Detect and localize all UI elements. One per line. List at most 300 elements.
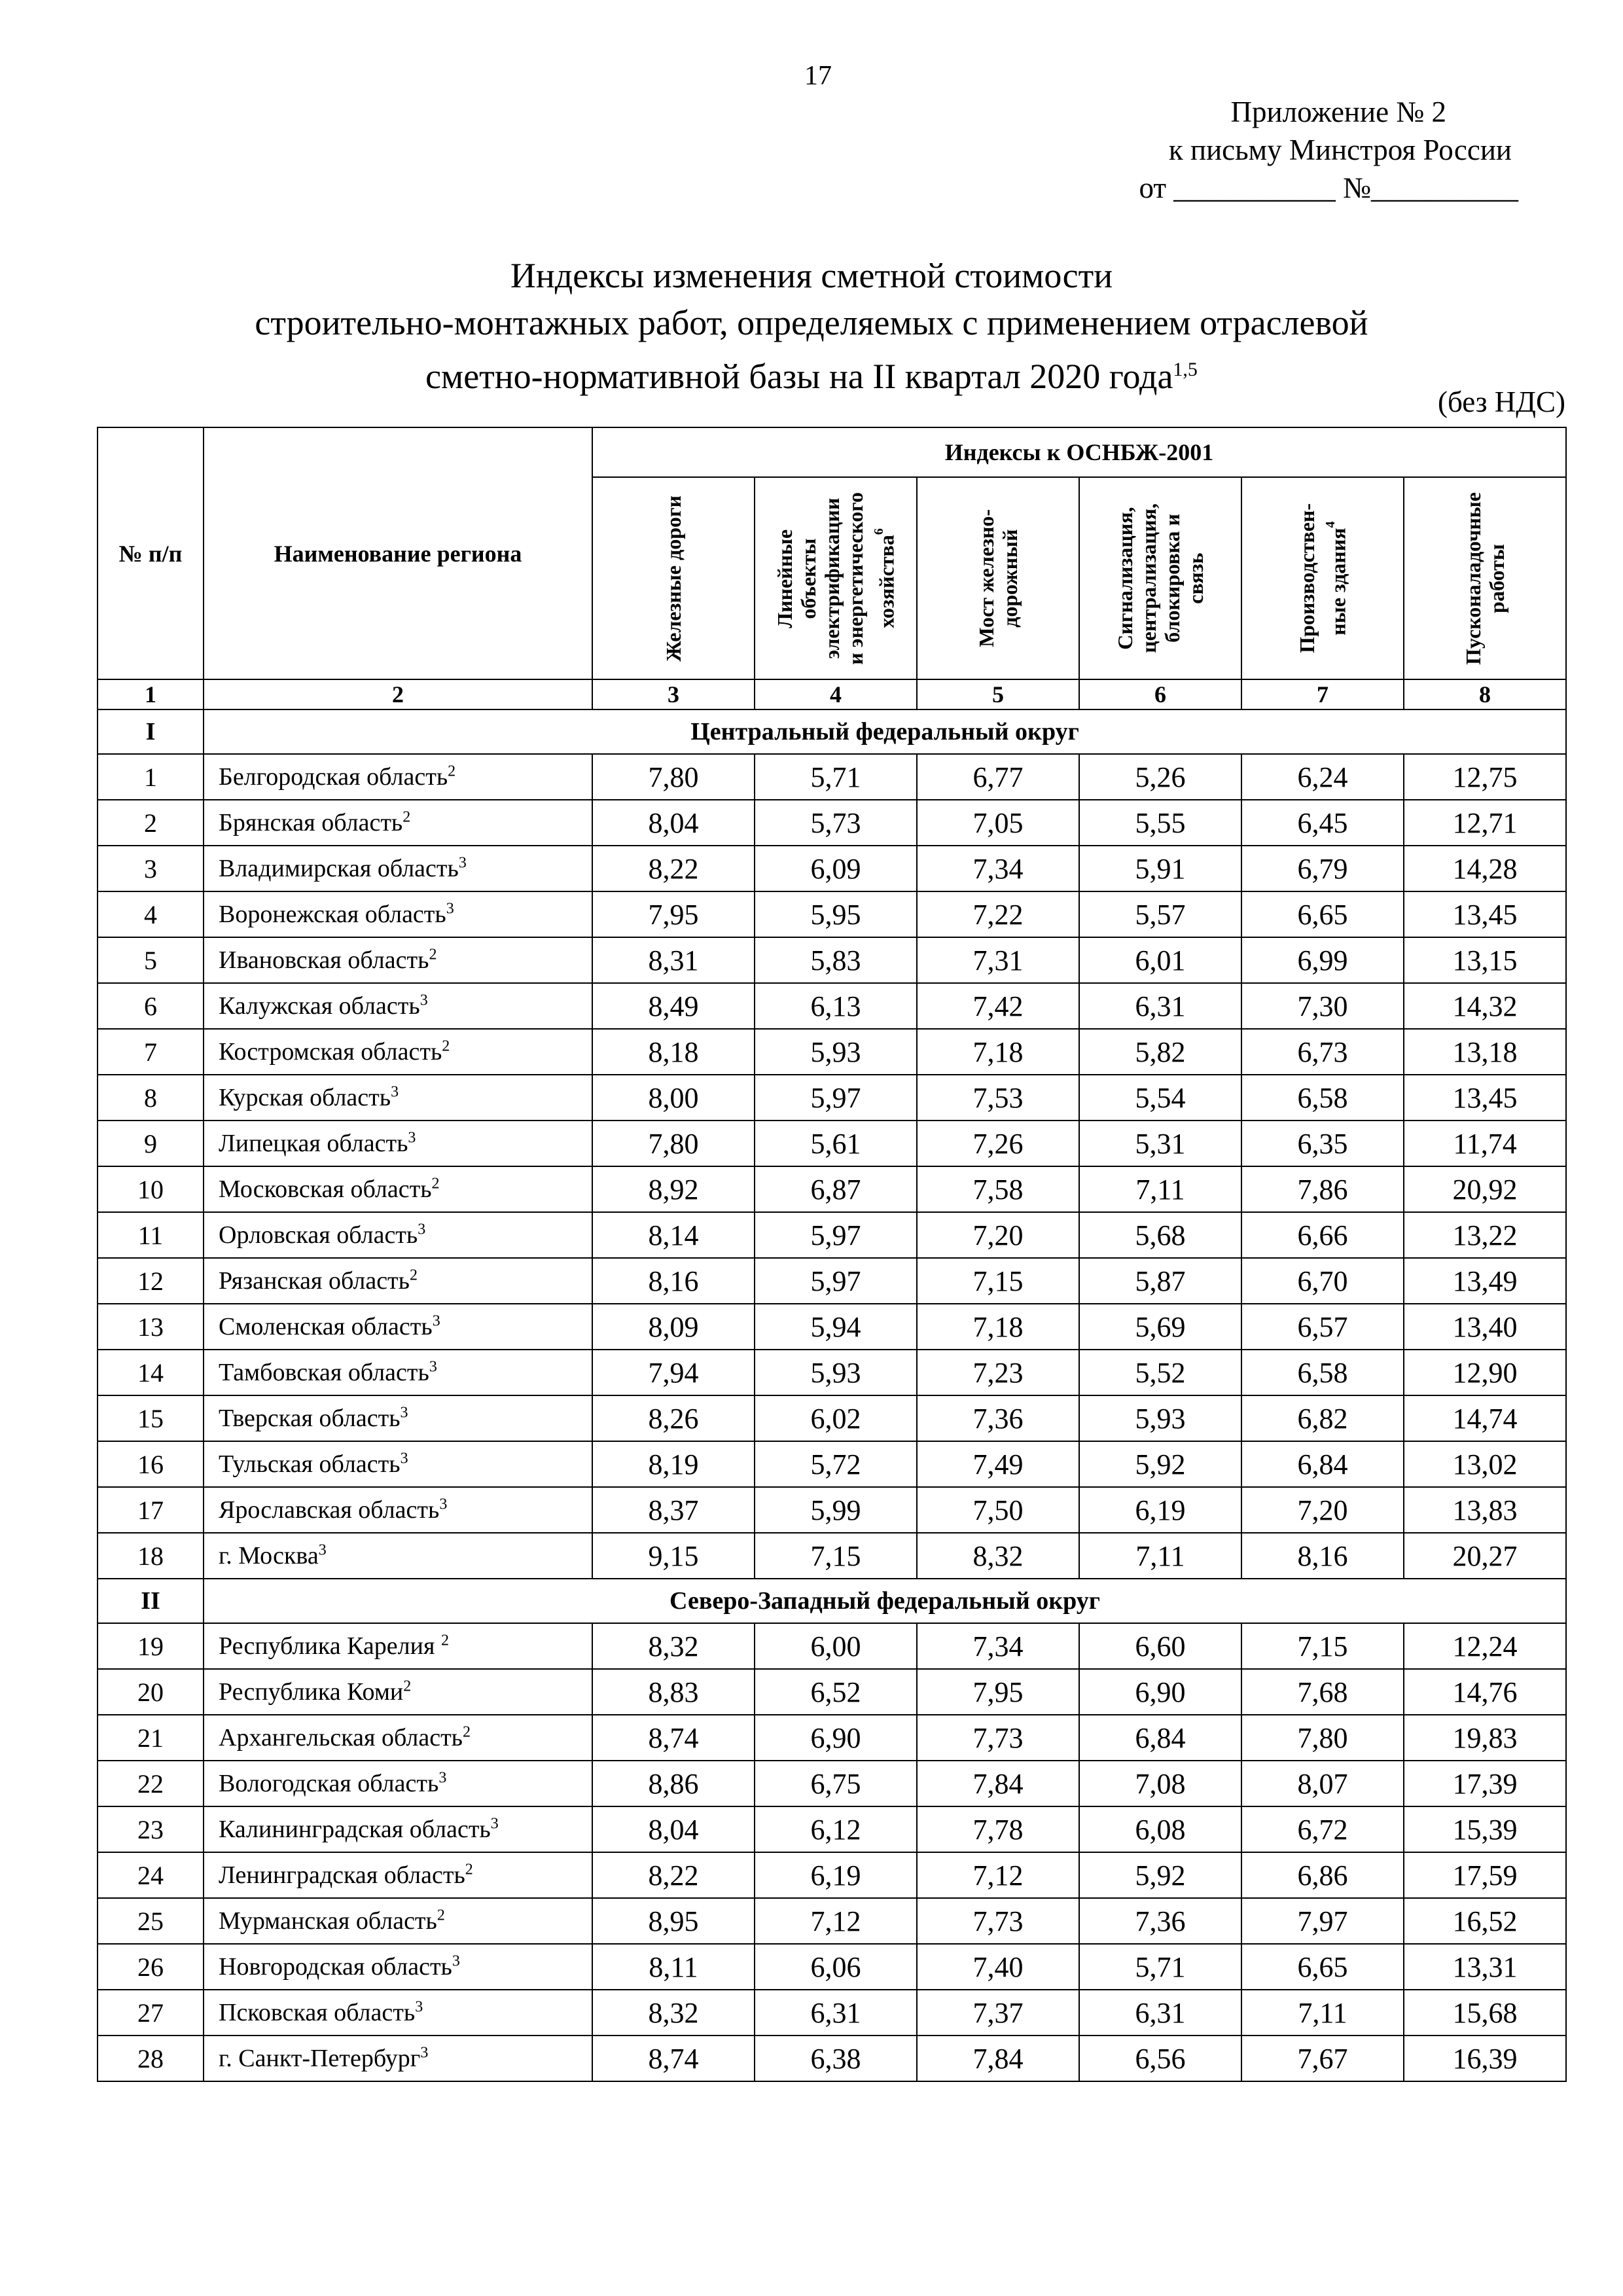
column-header-label (773, 492, 899, 665)
index-value: 6,01 (1079, 937, 1241, 983)
region-name-text: Курская область (219, 1084, 391, 1111)
index-value: 7,37 (917, 1990, 1079, 2036)
index-value: 7,49 (917, 1441, 1079, 1487)
district-name: Северо-Западный федеральный округ (204, 1579, 1566, 1623)
index-value: 5,68 (1079, 1212, 1241, 1258)
column-header-8 (1404, 477, 1566, 679)
region-name (204, 800, 592, 846)
table-row (98, 1395, 1566, 1441)
index-value: 6,56 (1079, 2036, 1241, 2081)
index-value: 7,05 (917, 800, 1079, 846)
index-value: 7,34 (917, 846, 1079, 891)
index-value: 7,80 (592, 754, 755, 800)
index-value: 16,39 (1404, 2036, 1566, 2081)
index-value: 7,86 (1241, 1166, 1404, 1212)
index-value: 6,70 (1241, 1258, 1404, 1304)
region-name (204, 1533, 592, 1579)
index-value: 12,24 (1404, 1623, 1566, 1669)
table-row (98, 754, 1566, 800)
index-value: 8,16 (1241, 1533, 1404, 1579)
index-value: 5,92 (1079, 1441, 1241, 1487)
index-value: 8,00 (592, 1075, 755, 1121)
index-value: 5,94 (755, 1304, 917, 1350)
region-name (204, 1990, 592, 2036)
column-header-label (1461, 492, 1508, 665)
index-value: 13,49 (1404, 1258, 1566, 1304)
index-value: 16,52 (1404, 1898, 1566, 1944)
index-value: 13,18 (1404, 1029, 1566, 1075)
region-name-text: Новгородская область (219, 1953, 452, 1981)
region-name (204, 1715, 592, 1761)
region-footnote: 3 (439, 1496, 448, 1513)
region-footnote: 3 (446, 900, 454, 918)
index-value: 5,93 (1079, 1395, 1241, 1441)
index-value: 5,83 (755, 937, 917, 983)
index-table (97, 427, 1567, 2082)
region-name (204, 1212, 592, 1258)
index-value: 15,68 (1404, 1990, 1566, 2036)
index-value: 5,82 (1079, 1029, 1241, 1075)
table-row (98, 937, 1566, 983)
index-value: 7,11 (1079, 1533, 1241, 1579)
index-value: 6,45 (1241, 800, 1404, 846)
region-name (204, 1029, 592, 1075)
region-footnote: 3 (420, 2044, 429, 2062)
table-row (98, 1806, 1566, 1852)
region-name-text: Ярославская область (219, 1496, 440, 1524)
column-header-6 (1079, 477, 1241, 679)
region-name-text: Ивановская область (219, 946, 429, 974)
index-value: 7,20 (917, 1212, 1079, 1258)
index-value: 7,15 (755, 1533, 917, 1579)
region-name (204, 1761, 592, 1806)
index-value: 14,74 (1404, 1395, 1566, 1441)
index-value: 7,78 (917, 1806, 1079, 1852)
region-name (204, 1806, 592, 1852)
index-value: 8,11 (592, 1944, 755, 1990)
region-name-text: Вологодская область (219, 1770, 439, 1797)
index-value: 5,26 (1079, 754, 1241, 800)
index-value: 13,02 (1404, 1441, 1566, 1487)
column-number: 1 (98, 679, 204, 709)
region-name-text: Воронежская область (219, 901, 446, 928)
index-value: 6,06 (755, 1944, 917, 1990)
column-number: 2 (204, 679, 592, 709)
region-footnote: 3 (408, 1129, 416, 1147)
table-row (98, 1715, 1566, 1761)
region-footnote: 2 (442, 1037, 450, 1055)
index-value: 20,92 (1404, 1166, 1566, 1212)
row-number: 4 (98, 891, 204, 937)
index-value: 6,31 (1079, 1990, 1241, 2036)
column-header-footnote: 6 (872, 528, 887, 535)
table-row (98, 1898, 1566, 1944)
row-number: 5 (98, 937, 204, 983)
row-number: 18 (98, 1533, 204, 1579)
index-value: 14,28 (1404, 846, 1566, 891)
index-value: 6,31 (755, 1990, 917, 2036)
index-value: 13,45 (1404, 891, 1566, 937)
column-header-label (1113, 503, 1207, 653)
row-number: 6 (98, 983, 204, 1029)
index-value: 20,27 (1404, 1533, 1566, 1579)
index-value: 5,87 (1079, 1258, 1241, 1304)
index-value: 6,87 (755, 1166, 917, 1212)
region-name (204, 1852, 592, 1898)
index-value: 8,16 (592, 1258, 755, 1304)
index-value: 6,13 (755, 983, 917, 1029)
index-value: 7,30 (1241, 983, 1404, 1029)
region-footnote: 3 (318, 1541, 327, 1559)
region-name-text: Тульская область (219, 1450, 401, 1478)
region-name (204, 1121, 592, 1166)
vat-note: (без НДС) (1437, 386, 1565, 418)
title-line-2: строительно-монтажных работ, определяемых с применением отраслевой (255, 303, 1368, 342)
table-row (98, 1075, 1566, 1121)
index-value: 8,83 (592, 1669, 755, 1715)
index-value: 5,99 (755, 1487, 917, 1533)
index-value: 6,75 (755, 1761, 917, 1806)
column-header-text: Производствен- ные здания (1295, 503, 1350, 653)
region-name (204, 983, 592, 1029)
index-value: 11,74 (1404, 1121, 1566, 1166)
column-header-text: Мост железно- дорожный (974, 509, 1022, 647)
region-name (204, 1304, 592, 1350)
index-value: 19,83 (1404, 1715, 1566, 1761)
table-row (98, 1761, 1566, 1806)
index-value: 6,57 (1241, 1304, 1404, 1350)
index-value: 7,36 (917, 1395, 1079, 1441)
index-value: 6,65 (1241, 1944, 1404, 1990)
index-value: 14,76 (1404, 1669, 1566, 1715)
index-value: 5,73 (755, 800, 917, 846)
row-number: 8 (98, 1075, 204, 1121)
index-value: 7,95 (592, 891, 755, 937)
table-row (98, 1166, 1566, 1212)
region-footnote: 3 (415, 1998, 423, 2016)
index-value: 6,73 (1241, 1029, 1404, 1075)
region-footnote: 3 (400, 1450, 408, 1467)
region-name (204, 1166, 592, 1212)
region-name-text: Тамбовская область (219, 1359, 429, 1386)
region-name (204, 891, 592, 937)
index-value: 7,73 (917, 1715, 1079, 1761)
index-value: 5,97 (755, 1075, 917, 1121)
index-value: 13,22 (1404, 1212, 1566, 1258)
row-number: 25 (98, 1898, 204, 1944)
table-row (98, 1121, 1566, 1166)
index-value: 7,20 (1241, 1487, 1404, 1533)
index-value: 6,09 (755, 846, 917, 891)
table-row (98, 1350, 1566, 1395)
row-number: 20 (98, 1669, 204, 1715)
region-name-text: Республика Карелия (219, 1632, 441, 1660)
title-line-3-text: сметно-нормативной базы на II квартал 2020 года (425, 357, 1173, 396)
index-value: 17,59 (1404, 1852, 1566, 1898)
region-footnote: 3 (391, 1083, 399, 1101)
index-value: 13,15 (1404, 937, 1566, 983)
index-value: 7,26 (917, 1121, 1079, 1166)
index-value: 6,86 (1241, 1852, 1404, 1898)
index-value: 7,11 (1079, 1166, 1241, 1212)
index-value: 7,34 (917, 1623, 1079, 1669)
region-footnote: 2 (431, 1175, 440, 1193)
table-row (98, 2036, 1566, 2081)
index-value: 6,90 (1079, 1669, 1241, 1715)
index-value: 6,84 (1079, 1715, 1241, 1761)
table-row (98, 1990, 1566, 2036)
index-value: 12,90 (1404, 1350, 1566, 1395)
index-value: 5,69 (1079, 1304, 1241, 1350)
row-number: 12 (98, 1258, 204, 1304)
row-number: 14 (98, 1350, 204, 1395)
index-value: 7,12 (755, 1898, 917, 1944)
index-value: 7,12 (917, 1852, 1079, 1898)
row-number: 22 (98, 1761, 204, 1806)
region-name (204, 937, 592, 983)
document-title (92, 252, 1531, 400)
region-footnote: 2 (403, 1677, 412, 1695)
index-value: 9,15 (592, 1533, 755, 1579)
row-number: 3 (98, 846, 204, 891)
table-row (98, 891, 1566, 937)
index-value: 7,18 (917, 1029, 1079, 1075)
row-number: 23 (98, 1806, 204, 1852)
index-value: 7,08 (1079, 1761, 1241, 1806)
index-value: 7,53 (917, 1075, 1079, 1121)
region-name (204, 1441, 592, 1487)
index-value: 5,71 (1079, 1944, 1241, 1990)
index-value: 6,72 (1241, 1806, 1404, 1852)
column-header-label (662, 495, 685, 662)
index-value: 12,75 (1404, 754, 1566, 800)
row-number: 28 (98, 2036, 204, 2081)
table-row (98, 1487, 1566, 1533)
region-name-text: г. Москва (219, 1542, 319, 1570)
index-value: 6,35 (1241, 1121, 1404, 1166)
index-value: 6,02 (755, 1395, 917, 1441)
row-number: 11 (98, 1212, 204, 1258)
title-footnote-ref: 1,5 (1173, 359, 1198, 380)
column-header-label (974, 509, 1022, 647)
region-footnote: 2 (440, 1632, 449, 1649)
row-number: 15 (98, 1395, 204, 1441)
index-value: 5,72 (755, 1441, 917, 1487)
index-value: 6,66 (1241, 1212, 1404, 1258)
index-value: 5,95 (755, 891, 917, 937)
index-value: 8,32 (592, 1623, 755, 1669)
index-value: 13,45 (1404, 1075, 1566, 1121)
index-value: 7,18 (917, 1304, 1079, 1350)
region-footnote: 3 (432, 1312, 440, 1330)
region-name-text: Смоленская область (219, 1313, 433, 1340)
index-value: 6,19 (755, 1852, 917, 1898)
column-number: 5 (917, 679, 1079, 709)
region-footnote: 2 (410, 1266, 418, 1284)
region-name (204, 2036, 592, 2081)
district-number: II (98, 1579, 204, 1623)
column-number: 4 (755, 679, 917, 709)
index-value: 6,82 (1241, 1395, 1404, 1441)
row-number: 26 (98, 1944, 204, 1990)
region-name (204, 1623, 592, 1669)
region-footnote: 3 (452, 1952, 460, 1970)
title-line-3 (92, 346, 1531, 400)
index-value: 8,22 (592, 1852, 755, 1898)
region-footnote: 3 (400, 1404, 408, 1422)
index-value: 7,84 (917, 1761, 1079, 1806)
index-value: 6,65 (1241, 891, 1404, 937)
column-header-text: Пусконаладочные работы (1461, 492, 1509, 665)
appendix-line-1: Приложение № 2 (1230, 96, 1446, 128)
column-number-row (98, 679, 1566, 709)
index-value: 7,80 (592, 1121, 755, 1166)
index-value: 13,83 (1404, 1487, 1566, 1533)
district-number: I (98, 709, 204, 754)
index-value: 7,84 (917, 2036, 1079, 2081)
table-row (98, 1669, 1566, 1715)
region-name (204, 1898, 592, 1944)
region-name (204, 1487, 592, 1533)
index-value: 6,19 (1079, 1487, 1241, 1533)
region-name-text: Костромская область (219, 1038, 442, 1066)
index-value: 8,04 (592, 800, 755, 846)
index-value: 8,18 (592, 1029, 755, 1075)
index-value: 8,09 (592, 1304, 755, 1350)
index-value: 8,74 (592, 1715, 755, 1761)
district-row (98, 1579, 1566, 1623)
table-row (98, 1441, 1566, 1487)
index-value: 8,14 (592, 1212, 755, 1258)
index-value: 13,40 (1404, 1304, 1566, 1350)
region-name-text: Республика Коми (219, 1678, 404, 1706)
region-name (204, 1944, 592, 1990)
column-number: 6 (1079, 679, 1241, 709)
region-footnote: 3 (438, 1769, 447, 1787)
table-row (98, 800, 1566, 846)
index-value: 7,11 (1241, 1990, 1404, 2036)
index-value: 6,90 (755, 1715, 917, 1761)
row-number: 21 (98, 1715, 204, 1761)
index-value: 5,55 (1079, 800, 1241, 846)
column-number: 3 (592, 679, 755, 709)
index-value: 6,52 (755, 1669, 917, 1715)
column-header-5 (917, 477, 1079, 679)
index-value: 6,77 (917, 754, 1079, 800)
index-value: 7,95 (917, 1669, 1079, 1715)
index-value: 8,37 (592, 1487, 755, 1533)
index-value: 8,32 (592, 1990, 755, 2036)
index-value: 15,39 (1404, 1806, 1566, 1852)
row-number: 9 (98, 1121, 204, 1166)
index-value: 5,92 (1079, 1852, 1241, 1898)
index-value: 6,60 (1079, 1623, 1241, 1669)
region-name-text: Псковская область (219, 1999, 416, 2026)
region-name (204, 754, 592, 800)
index-value: 6,08 (1079, 1806, 1241, 1852)
column-number: 8 (1404, 679, 1566, 709)
region-footnote: 3 (419, 992, 428, 1009)
region-footnote: 2 (402, 808, 411, 826)
index-value: 13,31 (1404, 1944, 1566, 1990)
index-value: 17,39 (1404, 1761, 1566, 1806)
index-value: 6,31 (1079, 983, 1241, 1029)
region-name-text: Липецкая область (219, 1130, 408, 1157)
index-value: 8,07 (1241, 1761, 1404, 1806)
region-footnote: 3 (418, 1221, 426, 1238)
region-name (204, 1075, 592, 1121)
region-footnote: 2 (429, 946, 437, 963)
region-footnote: 2 (463, 1723, 471, 1741)
row-number: 1 (98, 754, 204, 800)
column-header-text: Линейные объекты электрификации и энергетического хозяйства (773, 492, 899, 665)
index-value: 5,93 (755, 1350, 917, 1395)
district-name: Центральный федеральный округ (204, 709, 1566, 754)
index-value: 6,12 (755, 1806, 917, 1852)
row-number: 24 (98, 1852, 204, 1898)
region-name-text: Орловская область (219, 1221, 418, 1249)
region-name-text: г. Санкт-Петербург (219, 2045, 421, 2072)
region-name-text: Владимирская область (219, 855, 459, 882)
row-number: 13 (98, 1304, 204, 1350)
index-value: 7,58 (917, 1166, 1079, 1212)
index-value: 8,31 (592, 937, 755, 983)
appendix-header (1014, 93, 1525, 207)
column-header-footnote: 4 (1323, 521, 1338, 528)
region-name (204, 1669, 592, 1715)
index-value: 7,15 (917, 1258, 1079, 1304)
region-footnote: 3 (490, 1815, 499, 1833)
table-row (98, 1623, 1566, 1669)
index-value: 6,84 (1241, 1441, 1404, 1487)
index-value: 7,50 (917, 1487, 1079, 1533)
table-row (98, 1212, 1566, 1258)
index-value: 7,67 (1241, 2036, 1404, 2081)
index-value: 7,40 (917, 1944, 1079, 1990)
table-row (98, 983, 1566, 1029)
region-name-text: Ленинградская область (219, 1861, 465, 1889)
region-footnote: 3 (458, 854, 467, 872)
index-value: 5,31 (1079, 1121, 1241, 1166)
index-value: 8,74 (592, 2036, 755, 2081)
page-number: 17 (804, 61, 832, 91)
index-value: 12,71 (1404, 800, 1566, 846)
index-value: 7,15 (1241, 1623, 1404, 1669)
table-row (98, 846, 1566, 891)
row-number: 7 (98, 1029, 204, 1075)
region-footnote: 2 (465, 1861, 473, 1878)
region-footnote: 3 (429, 1358, 437, 1376)
region-footnote: 2 (448, 762, 456, 780)
index-value: 5,54 (1079, 1075, 1241, 1121)
header-index-group: Индексы к ОСНБЖ-2001 (592, 427, 1566, 477)
table-row (98, 1258, 1566, 1304)
index-value: 7,36 (1079, 1898, 1241, 1944)
index-value: 5,71 (755, 754, 917, 800)
index-value: 8,49 (592, 983, 755, 1029)
table-row (98, 1304, 1566, 1350)
index-value: 5,61 (755, 1121, 917, 1166)
appendix-line-2: к письму Минстроя России (1168, 134, 1512, 166)
index-value: 6,99 (1241, 937, 1404, 983)
index-value: 7,68 (1241, 1669, 1404, 1715)
index-value: 6,38 (755, 2036, 917, 2081)
region-name-text: Калужская область (219, 992, 420, 1020)
region-name-text: Тверская область (219, 1405, 401, 1432)
row-number: 16 (98, 1441, 204, 1487)
appendix-line-3: от ___________ №__________ (1139, 171, 1518, 204)
column-header-text: Железные дороги (662, 495, 685, 662)
